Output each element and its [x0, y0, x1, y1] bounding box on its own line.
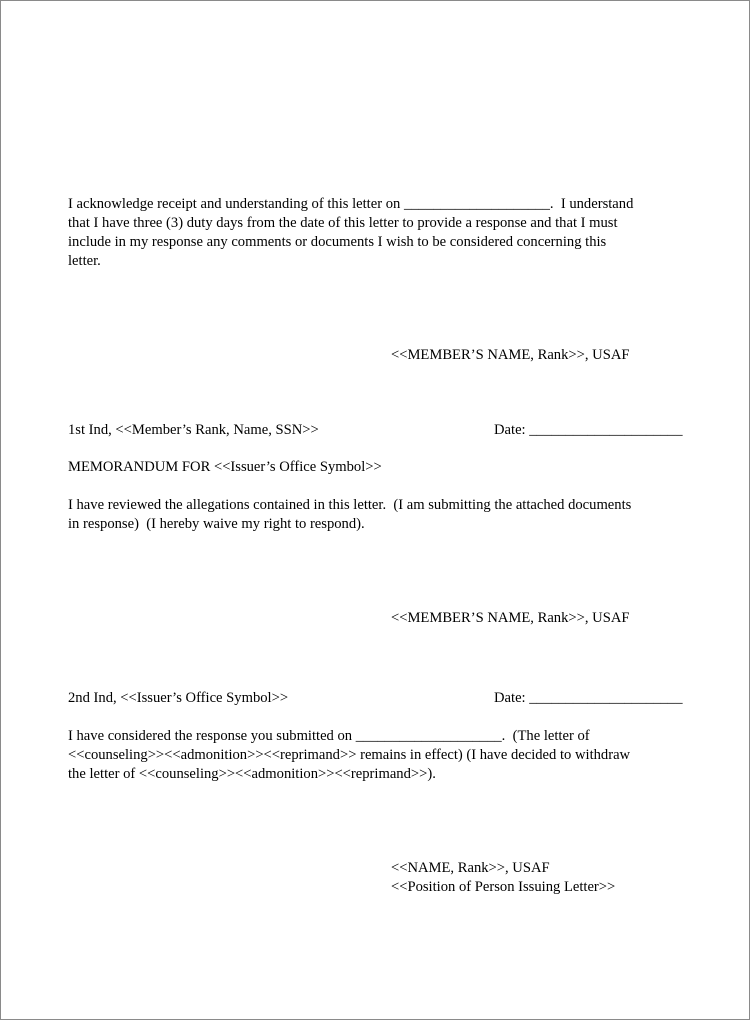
ack-line-4: letter. [68, 253, 101, 269]
second-ind-line-1: I have considered the response you submitted on ____________________. (The letter of [68, 728, 590, 744]
issuer-signature-position: <<Position of Person Issuing Letter>> [391, 879, 616, 895]
member-signature-block-2: <<MEMBER’S NAME, Rank>>, USAF [391, 610, 630, 626]
first-ind-date: Date: _____________________ [494, 422, 683, 438]
first-ind-line-2: in response) (I hereby waive my right to respond). [68, 516, 365, 532]
second-ind-heading: 2nd Ind, <<Issuer’s Office Symbol>> [68, 690, 289, 706]
second-ind-line-2: <<counseling>><<admonition>><<reprimand>> remains in effect) (I have decided to withdraw [68, 747, 631, 763]
ack-line-1: I acknowledge receipt and understanding of this letter on ____________________. I understand [68, 196, 634, 212]
member-signature-block: <<MEMBER’S NAME, Rank>>, USAF [391, 347, 630, 363]
ack-line-2: that I have three (3) duty days from the date of this letter to provide a response and that I must [68, 215, 618, 231]
issuer-signature-name: <<NAME, Rank>>, USAF [391, 860, 550, 876]
first-ind-line-1: I have reviewed the allegations contained in this letter. (I am submitting the attached documents [68, 497, 632, 513]
first-ind-heading: 1st Ind, <<Member’s Rank, Name, SSN>> [68, 422, 319, 438]
ack-line-3: include in my response any comments or documents I wish to be considered concerning this [68, 234, 607, 250]
memorandum-for: MEMORANDUM FOR <<Issuer’s Office Symbol>> [68, 459, 382, 475]
second-ind-date: Date: _____________________ [494, 690, 683, 706]
second-ind-line-3: the letter of <<counseling>><<admonition>><<reprimand>>). [68, 766, 436, 782]
